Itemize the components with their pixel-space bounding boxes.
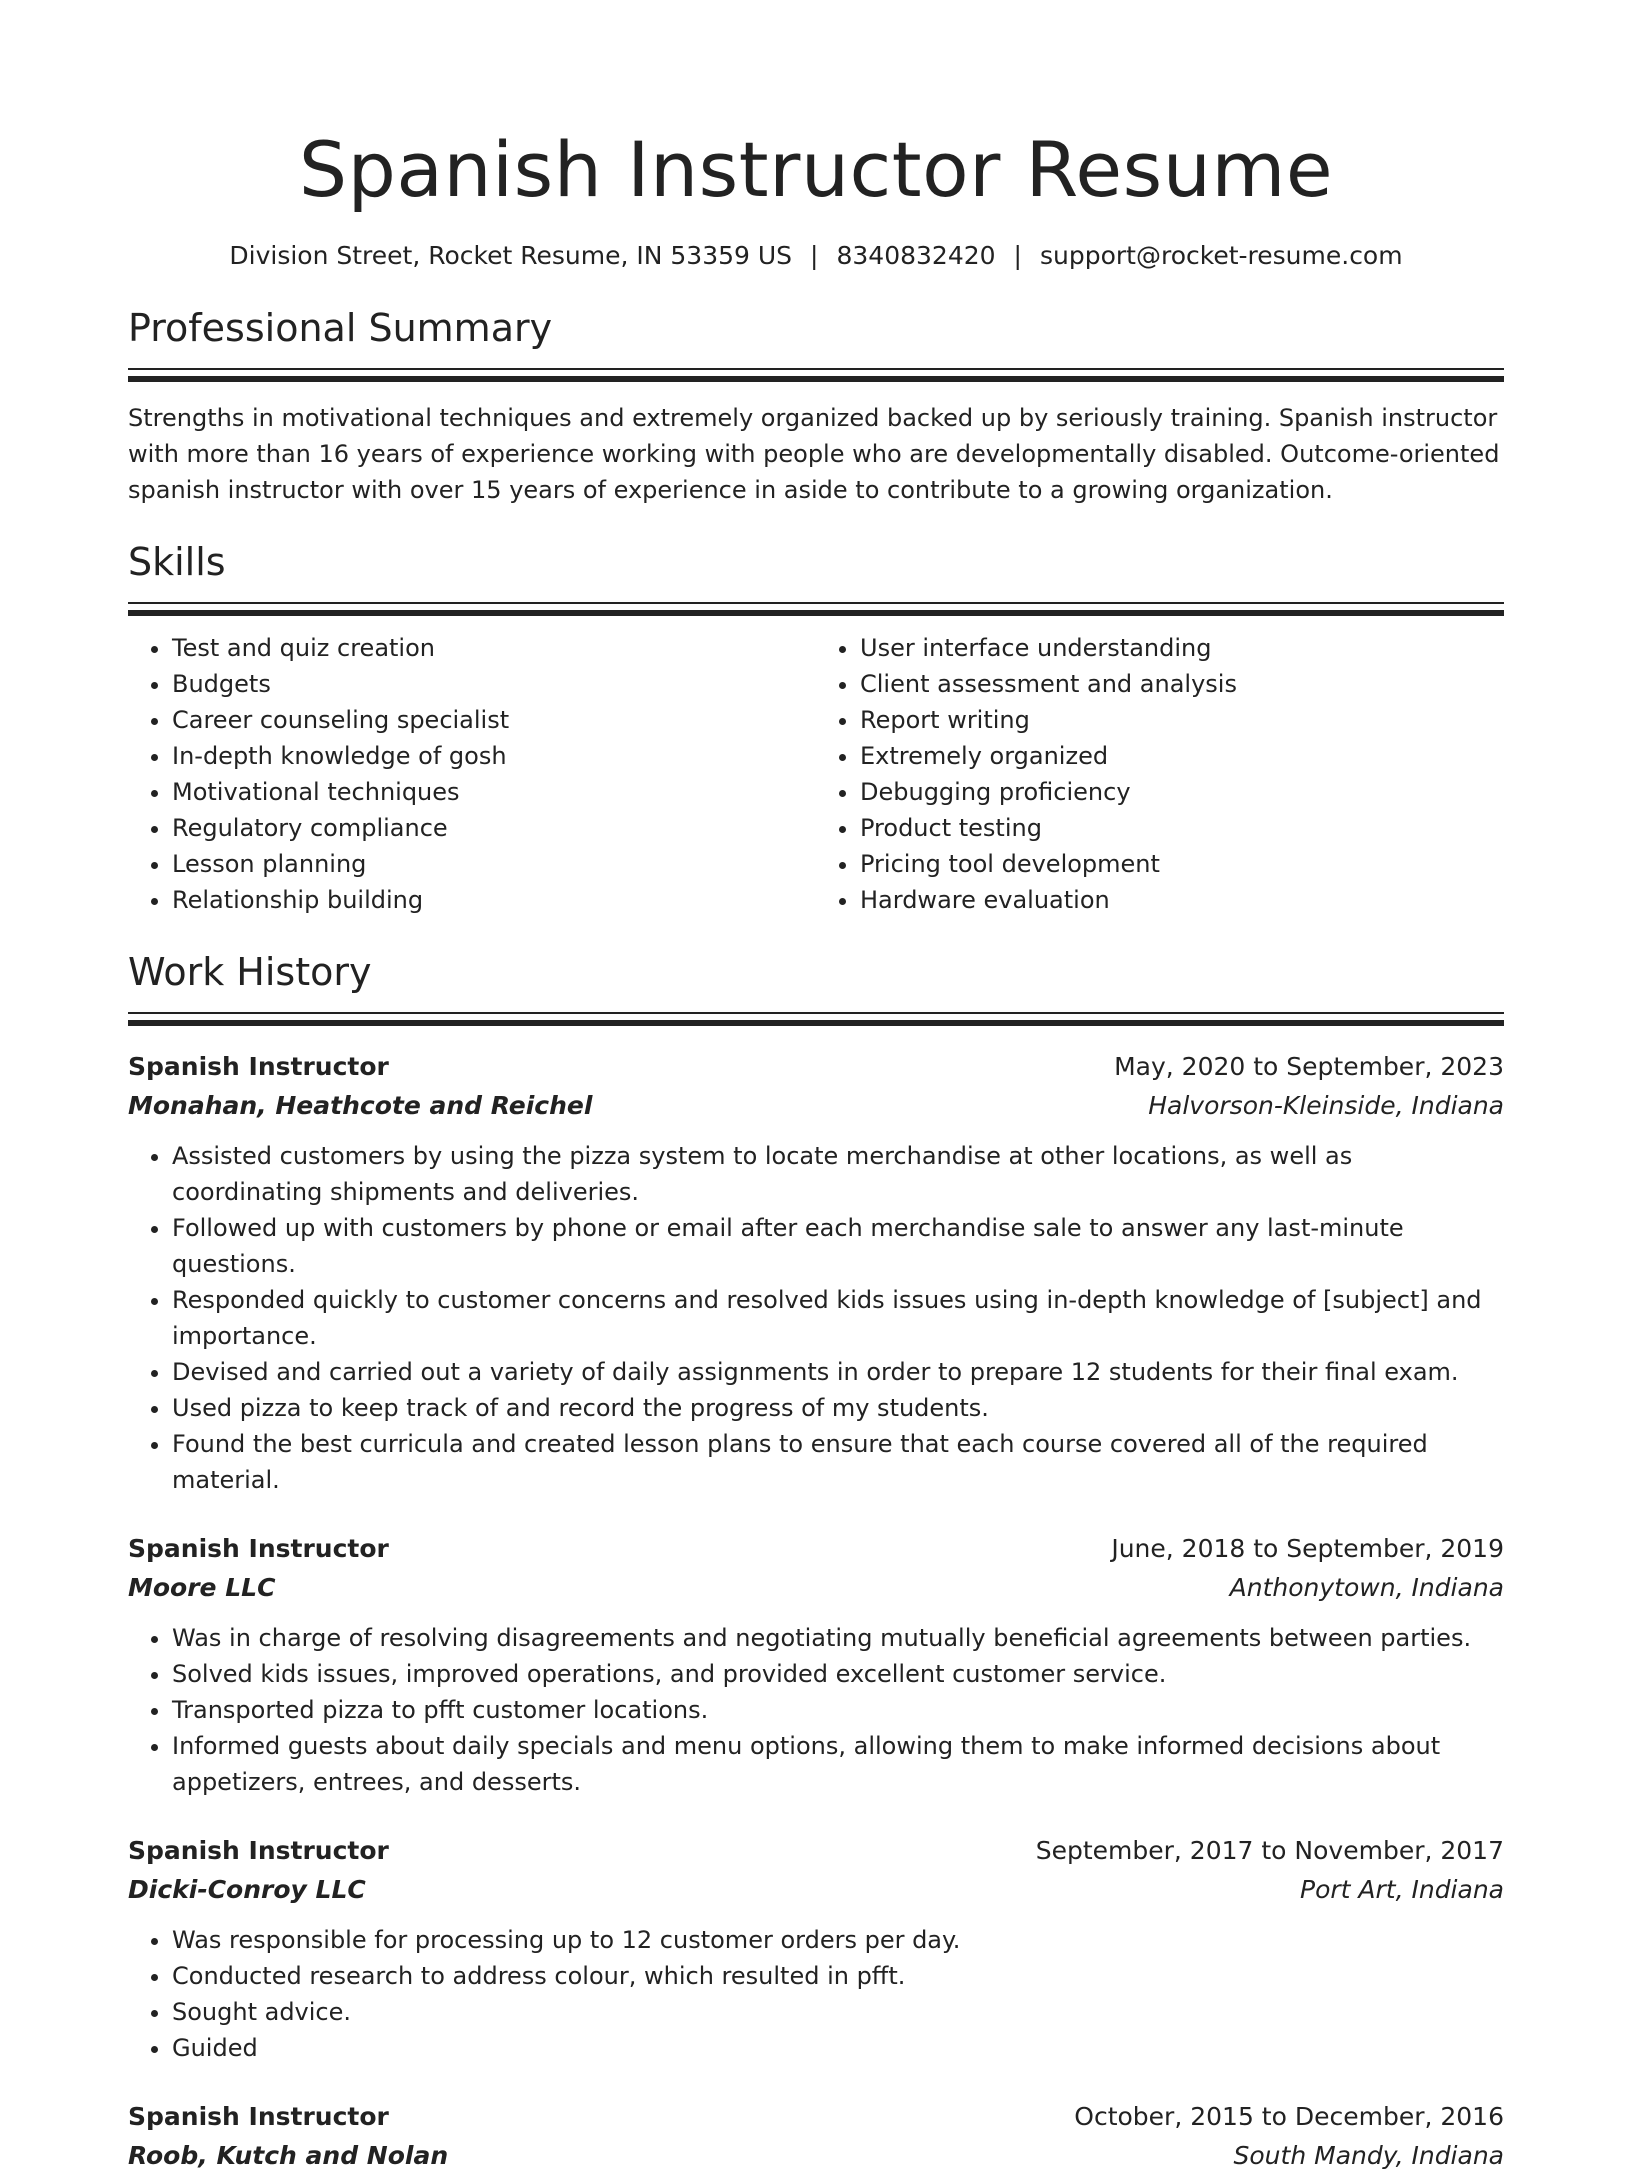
contact-separator: | — [810, 241, 819, 270]
job-location: Anthonytown, Indiana — [1229, 1573, 1504, 1602]
skill-item: • Debugging proficiency — [860, 774, 1504, 810]
job-bullets — [128, 1922, 1504, 2066]
job-bullets — [128, 1620, 1504, 1800]
job-dates: October, 2015 to December, 2016 — [1074, 2102, 1504, 2131]
job-bullet: • Was responsible for processing up to 12 customer orders per day. — [172, 1922, 1504, 1958]
job-entry — [128, 1530, 1504, 1800]
job-bullet: • Followed up with customers by phone or email after each merchandise sale to answer any last-minute questions. — [172, 1210, 1504, 1282]
job-header-row — [128, 2098, 1504, 2136]
job-entry — [128, 1048, 1504, 1498]
work-heading: Work History — [128, 950, 372, 994]
job-bullets — [128, 1138, 1504, 1498]
job-dates: September, 2017 to November, 2017 — [1035, 1836, 1504, 1865]
job-bullet: • Used pizza to keep track of and record the progress of my students. — [172, 1390, 1504, 1426]
contact-separator: | — [1013, 241, 1022, 270]
job-company-row — [128, 2136, 1504, 2176]
job-company: Moore LLC — [128, 1573, 276, 1602]
job-location: Halvorson-Kleinside, Indiana — [1148, 1091, 1504, 1120]
job-bullet: • Transported pizza to pfft customer locations. — [172, 1692, 1504, 1728]
job-bullet: • Informed guests about daily specials and menu options, allowing them to make informed decisions about appetizers, entrees, and desserts. — [172, 1728, 1504, 1800]
job-header-row — [128, 1530, 1504, 1568]
page-title: Spanish Instructor Resume — [298, 125, 1334, 214]
contact-address: Division Street, Rocket Resume, IN 53359 US — [229, 241, 793, 270]
job-title: Spanish Instructor — [128, 1052, 389, 1081]
skill-item: • Hardware evaluation — [860, 882, 1504, 918]
skill-item: • Product testing — [860, 810, 1504, 846]
job-header-row — [128, 1048, 1504, 1086]
contact-line — [128, 238, 1504, 274]
job-bullet: • Solved kids issues, improved operations, and provided excellent customer service. — [172, 1656, 1504, 1692]
job-title: Spanish Instructor — [128, 1836, 389, 1865]
job-title: Spanish Instructor — [128, 1534, 389, 1563]
job-bullet: • Conducted research to address colour, which resulted in pfft. — [172, 1958, 1504, 1994]
job-company: Roob, Kutch and Nolan — [128, 2141, 449, 2170]
job-dates: June, 2018 to September, 2019 — [1111, 1534, 1504, 1563]
summary-heading: Professional Summary — [128, 306, 553, 350]
job-bullet: • Was in charge of resolving disagreements and negotiating mutually beneficial agreements between parties. — [172, 1620, 1504, 1656]
contact-phone: 8340832420 — [836, 241, 996, 270]
job-company-row — [128, 1086, 1504, 1126]
job-company: Dicki-Conroy LLC — [128, 1875, 366, 1904]
skill-item: • Report writing — [860, 702, 1504, 738]
job-dates: May, 2020 to September, 2023 — [1114, 1052, 1504, 1081]
skill-item: • Career counseling specialist — [172, 702, 816, 738]
job-company: Monahan, Heathcote and Reichel — [128, 1091, 593, 1120]
skill-item: • User interface understanding — [860, 630, 1504, 666]
skill-item: • Motivational techniques — [172, 774, 816, 810]
skills-list-right — [816, 630, 1504, 918]
contact-email: support@rocket-resume.com — [1039, 241, 1403, 270]
job-entry — [128, 1832, 1504, 2066]
skill-item: • Relationship building — [172, 882, 816, 918]
job-title: Spanish Instructor — [128, 2102, 389, 2131]
job-bullet: • Sought advice. — [172, 1994, 1504, 2030]
job-entry — [128, 2098, 1504, 2176]
job-company-row — [128, 1870, 1504, 1910]
skills-columns — [128, 630, 1504, 918]
job-company-row — [128, 1568, 1504, 1608]
skill-item: • Extremely organized — [860, 738, 1504, 774]
work-section — [128, 948, 1504, 2176]
skill-item: • Test and quiz creation — [172, 630, 816, 666]
job-header-row — [128, 1832, 1504, 1870]
job-location: South Mandy, Indiana — [1233, 2141, 1504, 2170]
skill-item: • In-depth knowledge of gosh — [172, 738, 816, 774]
skills-heading: Skills — [128, 540, 226, 584]
job-bullet: • Devised and carried out a variety of daily assignments in order to prepare 12 students for their final exam. — [172, 1354, 1504, 1390]
skills-section — [128, 538, 1504, 918]
job-bullet: • Responded quickly to customer concerns and resolved kids issues using in-depth knowledge of [subject] and importance. — [172, 1282, 1504, 1354]
summary-text: Strengths in motivational techniques and extremely organized backed up by seriously training. Spanish instructor with more than 16 years of experience working with people who are developmentally disabled. Outcome-oriented spanish instructor with over 15 years of experience in aside to contribute to a growing organization. — [128, 404, 1500, 504]
skill-item: • Regulatory compliance — [172, 810, 816, 846]
section-divider — [128, 368, 1504, 382]
job-bullet: • Assisted customers by using the pizza system to locate merchandise at other locations, as well as coordinating shipments and deliveries. — [172, 1138, 1504, 1210]
summary-section — [128, 304, 1504, 508]
skill-item: • Budgets — [172, 666, 816, 702]
skill-item: • Lesson planning — [172, 846, 816, 882]
job-location: Port Art, Indiana — [1300, 1875, 1504, 1904]
job-bullet: • Guided — [172, 2030, 1504, 2066]
skill-item: • Client assessment and analysis — [860, 666, 1504, 702]
job-bullet: • Found the best curricula and created lesson plans to ensure that each course covered all of the required material. — [172, 1426, 1504, 1498]
skill-item: • Pricing tool development — [860, 846, 1504, 882]
section-divider — [128, 1012, 1504, 1026]
section-divider — [128, 602, 1504, 616]
skills-list-left — [128, 630, 816, 918]
